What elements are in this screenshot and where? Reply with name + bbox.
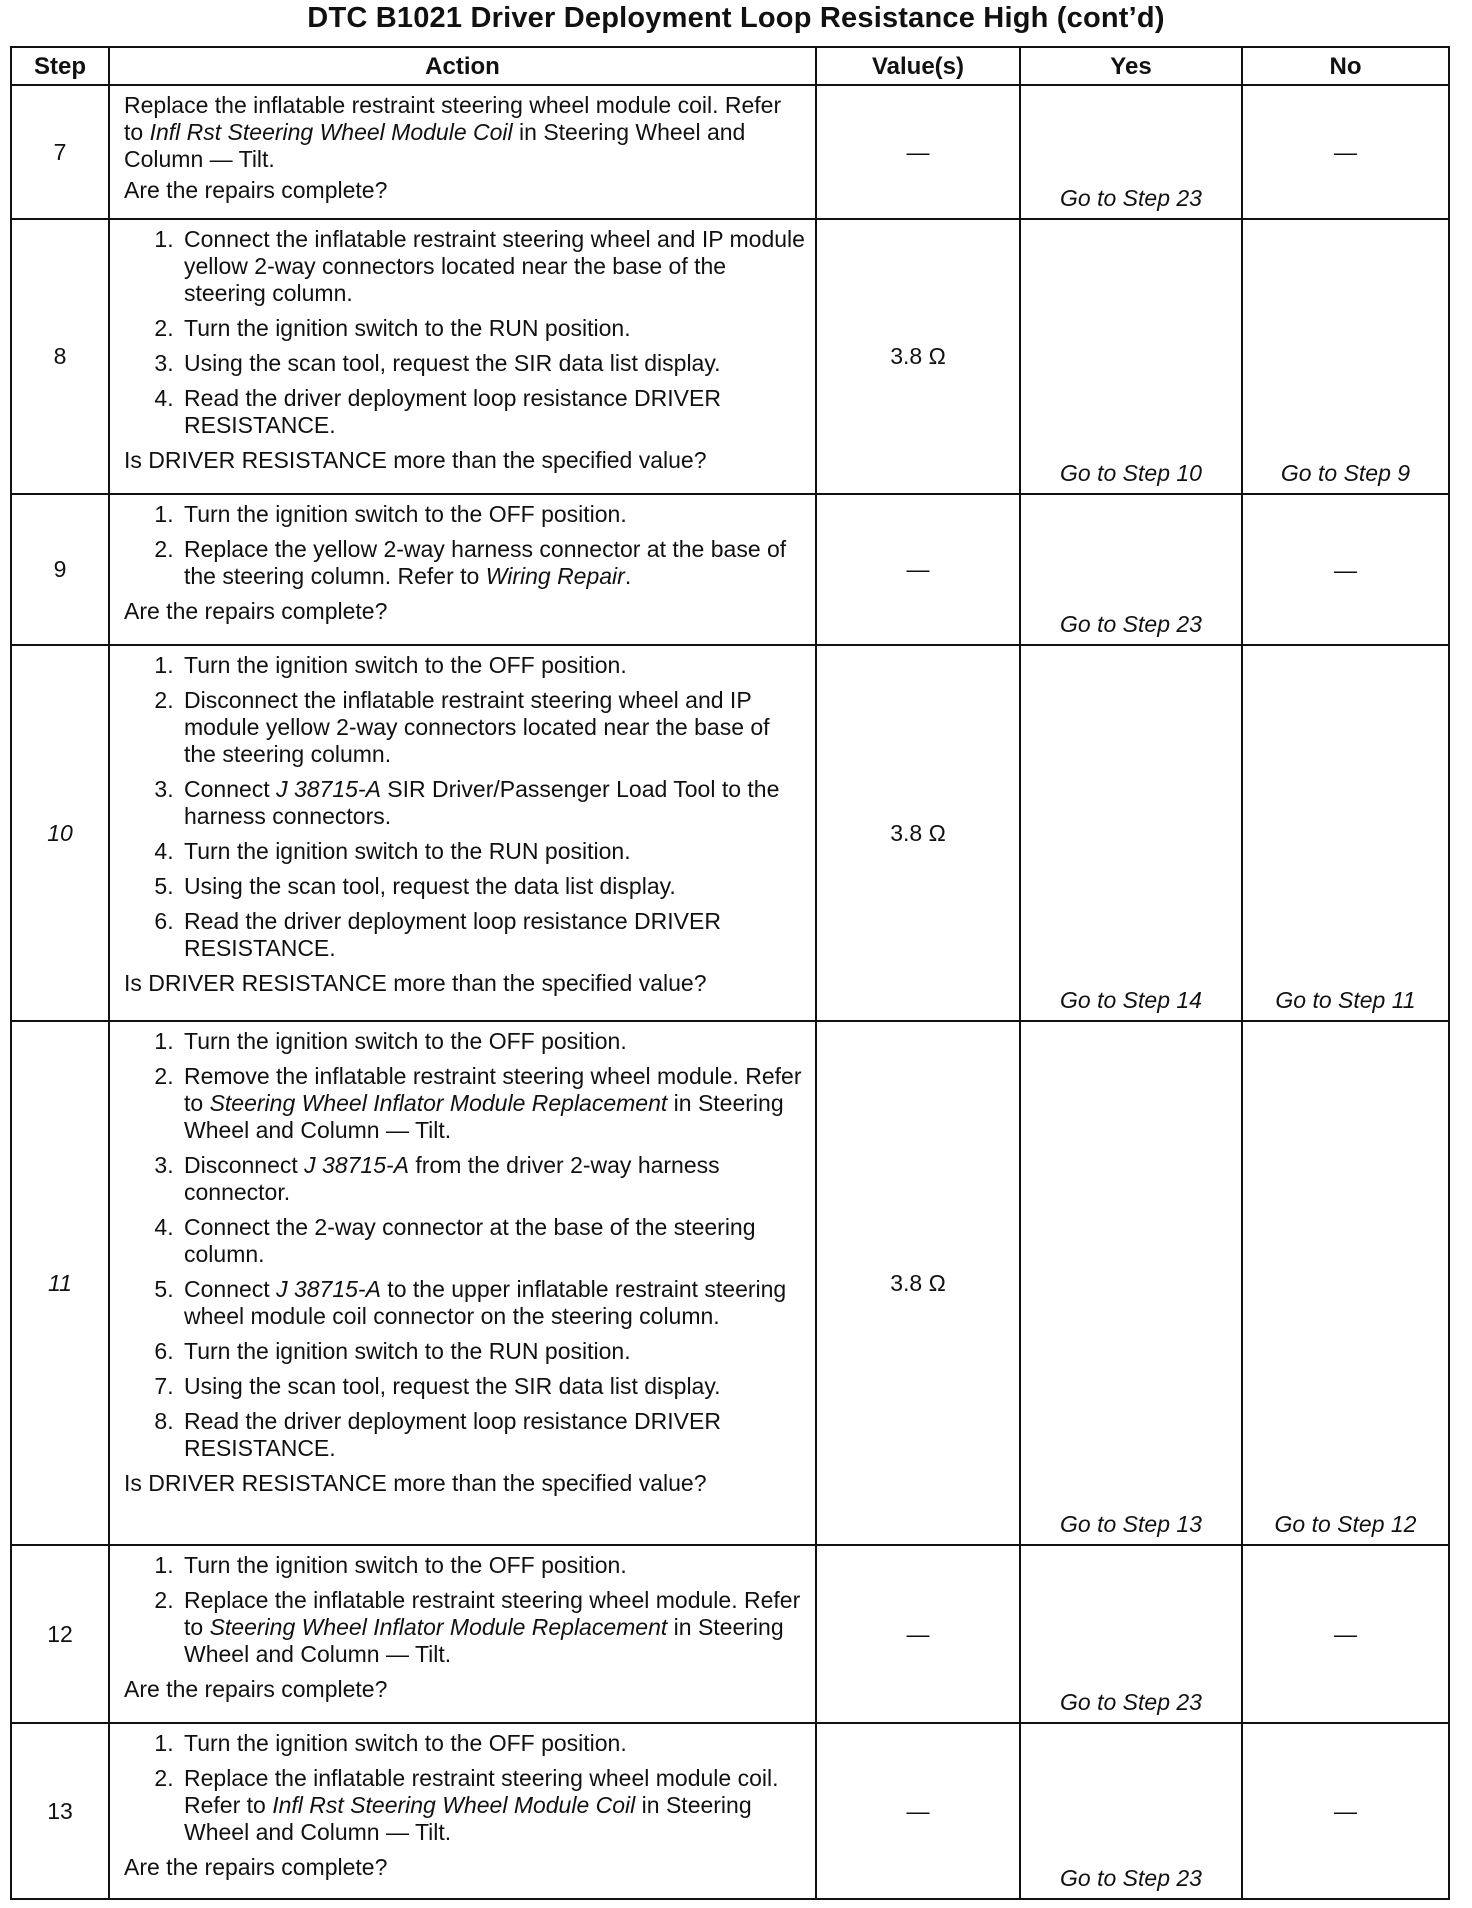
value-cell: — [816, 1723, 1020, 1899]
yes-cell: Go to Step 23 [1020, 1723, 1242, 1899]
step-number: 9 [11, 494, 109, 645]
list-item: 1. Connect the inflatable restraint steering wheel and IP module yellow 2-way connectors located near the base of the steering column. [180, 226, 805, 307]
tool-reference: J 38715-A [276, 1276, 381, 1302]
no-cell: Go to Step 9 [1242, 219, 1449, 494]
list-item: 6. Read the driver deployment loop resistance DRIVER RESISTANCE. [180, 908, 805, 962]
list-item: 5. Connect J 38715-A to the upper inflatable restraint steering wheel module coil connector on the steering column. [180, 1276, 805, 1330]
yes-cell: Go to Step 14 [1020, 645, 1242, 1021]
list-item: 2. Remove the inflatable restraint steering wheel module. Refer to Steering Wheel Inflator Module Replacement in Steering Wheel and Column — Tilt. [180, 1063, 805, 1144]
table-header-row [11, 47, 1449, 85]
list-item: 1. Turn the ignition switch to the OFF position. [180, 1028, 805, 1055]
no-cell: Go to Step 12 [1242, 1021, 1449, 1545]
value-cell: 3.8 Ω [816, 1021, 1020, 1545]
header-values: Value(s) [816, 47, 1020, 85]
value-cell: — [816, 85, 1020, 219]
list-item: 2. Replace the yellow 2-way harness connector at the base of the steering column. Refer to Wiring Repair. [180, 536, 805, 590]
list-item: 1. Turn the ignition switch to the OFF position. [180, 501, 805, 528]
header-no: No [1242, 47, 1449, 85]
no-cell: — [1242, 85, 1449, 219]
action-cell [109, 494, 816, 645]
action-steps [124, 1730, 805, 1846]
action-cell [109, 85, 816, 219]
list-item: 2. Turn the ignition switch to the RUN position. [180, 315, 805, 342]
value-cell: 3.8 Ω [816, 645, 1020, 1021]
action-steps [124, 226, 805, 439]
step-number: 11 [11, 1021, 109, 1545]
list-item: 4. Turn the ignition switch to the RUN position. [180, 838, 805, 865]
list-item: 1. Turn the ignition switch to the OFF position. [180, 652, 805, 679]
yes-cell: Go to Step 13 [1020, 1021, 1242, 1545]
list-item: 4. Read the driver deployment loop resistance DRIVER RESISTANCE. [180, 385, 805, 439]
no-cell: — [1242, 1723, 1449, 1899]
list-item: 5. Using the scan tool, request the data list display. [180, 873, 805, 900]
action-question: Is DRIVER RESISTANCE more than the specified value? [124, 970, 707, 996]
no-cell: Go to Step 11 [1242, 645, 1449, 1021]
action-cell [109, 219, 816, 494]
step-number: 10 [11, 645, 109, 1021]
header-action: Action [109, 47, 816, 85]
list-item: 2. Replace the inflatable restraint steering wheel module coil. Refer to Infl Rst Steering Wheel Module Coil in Steering Wheel and Column — Tilt. [180, 1765, 805, 1846]
page-title: DTC B1021 Driver Deployment Loop Resistance High (cont’d) [307, 2, 1165, 34]
yes-cell: Go to Step 23 [1020, 494, 1242, 645]
table-row [11, 219, 1449, 494]
action-steps [124, 652, 805, 962]
reference-link: Steering Wheel Inflator Module Replacement [209, 1614, 668, 1640]
yes-cell: Go to Step 23 [1020, 85, 1242, 219]
header-step: Step [11, 47, 109, 85]
action-question: Are the repairs complete? [124, 1854, 388, 1880]
action-steps [124, 1552, 805, 1668]
action-steps [124, 1028, 805, 1462]
list-item: 3. Disconnect J 38715-A from the driver 2-way harness connector. [180, 1152, 805, 1206]
step-number: 8 [11, 219, 109, 494]
action-cell [109, 1723, 816, 1899]
reference-link: Wiring Repair [485, 563, 625, 589]
list-item: 6. Turn the ignition switch to the RUN position. [180, 1338, 805, 1365]
value-cell: — [816, 1545, 1020, 1723]
step-number: 7 [11, 85, 109, 219]
table-row [11, 1545, 1449, 1723]
yes-cell: Go to Step 23 [1020, 1545, 1242, 1723]
header-yes: Yes [1020, 47, 1242, 85]
list-item: 4. Connect the 2-way connector at the base of the steering column. [180, 1214, 805, 1268]
reference-link: Infl Rst Steering Wheel Module Coil [272, 1792, 636, 1818]
list-item: 2. Replace the inflatable restraint steering wheel module. Refer to Steering Wheel Inflator Module Replacement in Steering Wheel and Column — Tilt. [180, 1587, 805, 1668]
action-question: Are the repairs complete? [124, 1676, 388, 1702]
list-item: 1. Turn the ignition switch to the OFF position. [180, 1552, 805, 1579]
step-number: 13 [11, 1723, 109, 1899]
list-item: 3. Connect J 38715-A SIR Driver/Passenger Load Tool to the harness connectors. [180, 776, 805, 830]
yes-cell: Go to Step 10 [1020, 219, 1242, 494]
tool-reference: J 38715-A [304, 1152, 410, 1178]
step-number: 12 [11, 1545, 109, 1723]
no-cell: — [1242, 1545, 1449, 1723]
reference-link: Infl Rst Steering Wheel Module Coil [149, 119, 513, 145]
list-item: 7. Using the scan tool, request the SIR data list display. [180, 1373, 805, 1400]
action-question: Are the repairs complete? [124, 598, 388, 624]
action-steps [124, 501, 805, 590]
value-cell: 3.8 Ω [816, 219, 1020, 494]
list-item: 1. Turn the ignition switch to the OFF position. [180, 1730, 805, 1757]
no-cell: — [1242, 494, 1449, 645]
action-question: Is DRIVER RESISTANCE more than the specified value? [124, 1470, 707, 1496]
diagnostic-table [10, 46, 1450, 1900]
list-item: 2. Disconnect the inflatable restraint steering wheel and IP module yellow 2-way connectors located near the base of the steering column. [180, 687, 805, 768]
table-row [11, 85, 1449, 219]
tool-reference: J 38715-A [276, 776, 381, 802]
table-row [11, 1723, 1449, 1899]
action-cell [109, 1021, 816, 1545]
action-cell [109, 1545, 816, 1723]
list-item: 8. Read the driver deployment loop resistance DRIVER RESISTANCE. [180, 1408, 805, 1462]
action-text: Replace the inflatable restraint steering wheel module coil. Refer to Infl Rst Steering Wheel Module Coil in Steering Wheel and Column — Tilt. [124, 92, 782, 172]
action-question: Are the repairs complete? [124, 177, 388, 203]
table-row [11, 1021, 1449, 1545]
table-row [11, 494, 1449, 645]
reference-link: Steering Wheel Inflator Module Replacement [209, 1090, 668, 1116]
value-cell: — [816, 494, 1020, 645]
action-question: Is DRIVER RESISTANCE more than the specified value? [124, 447, 707, 473]
list-item: 3. Using the scan tool, request the SIR data list display. [180, 350, 805, 377]
action-cell [109, 645, 816, 1021]
table-row [11, 645, 1449, 1021]
